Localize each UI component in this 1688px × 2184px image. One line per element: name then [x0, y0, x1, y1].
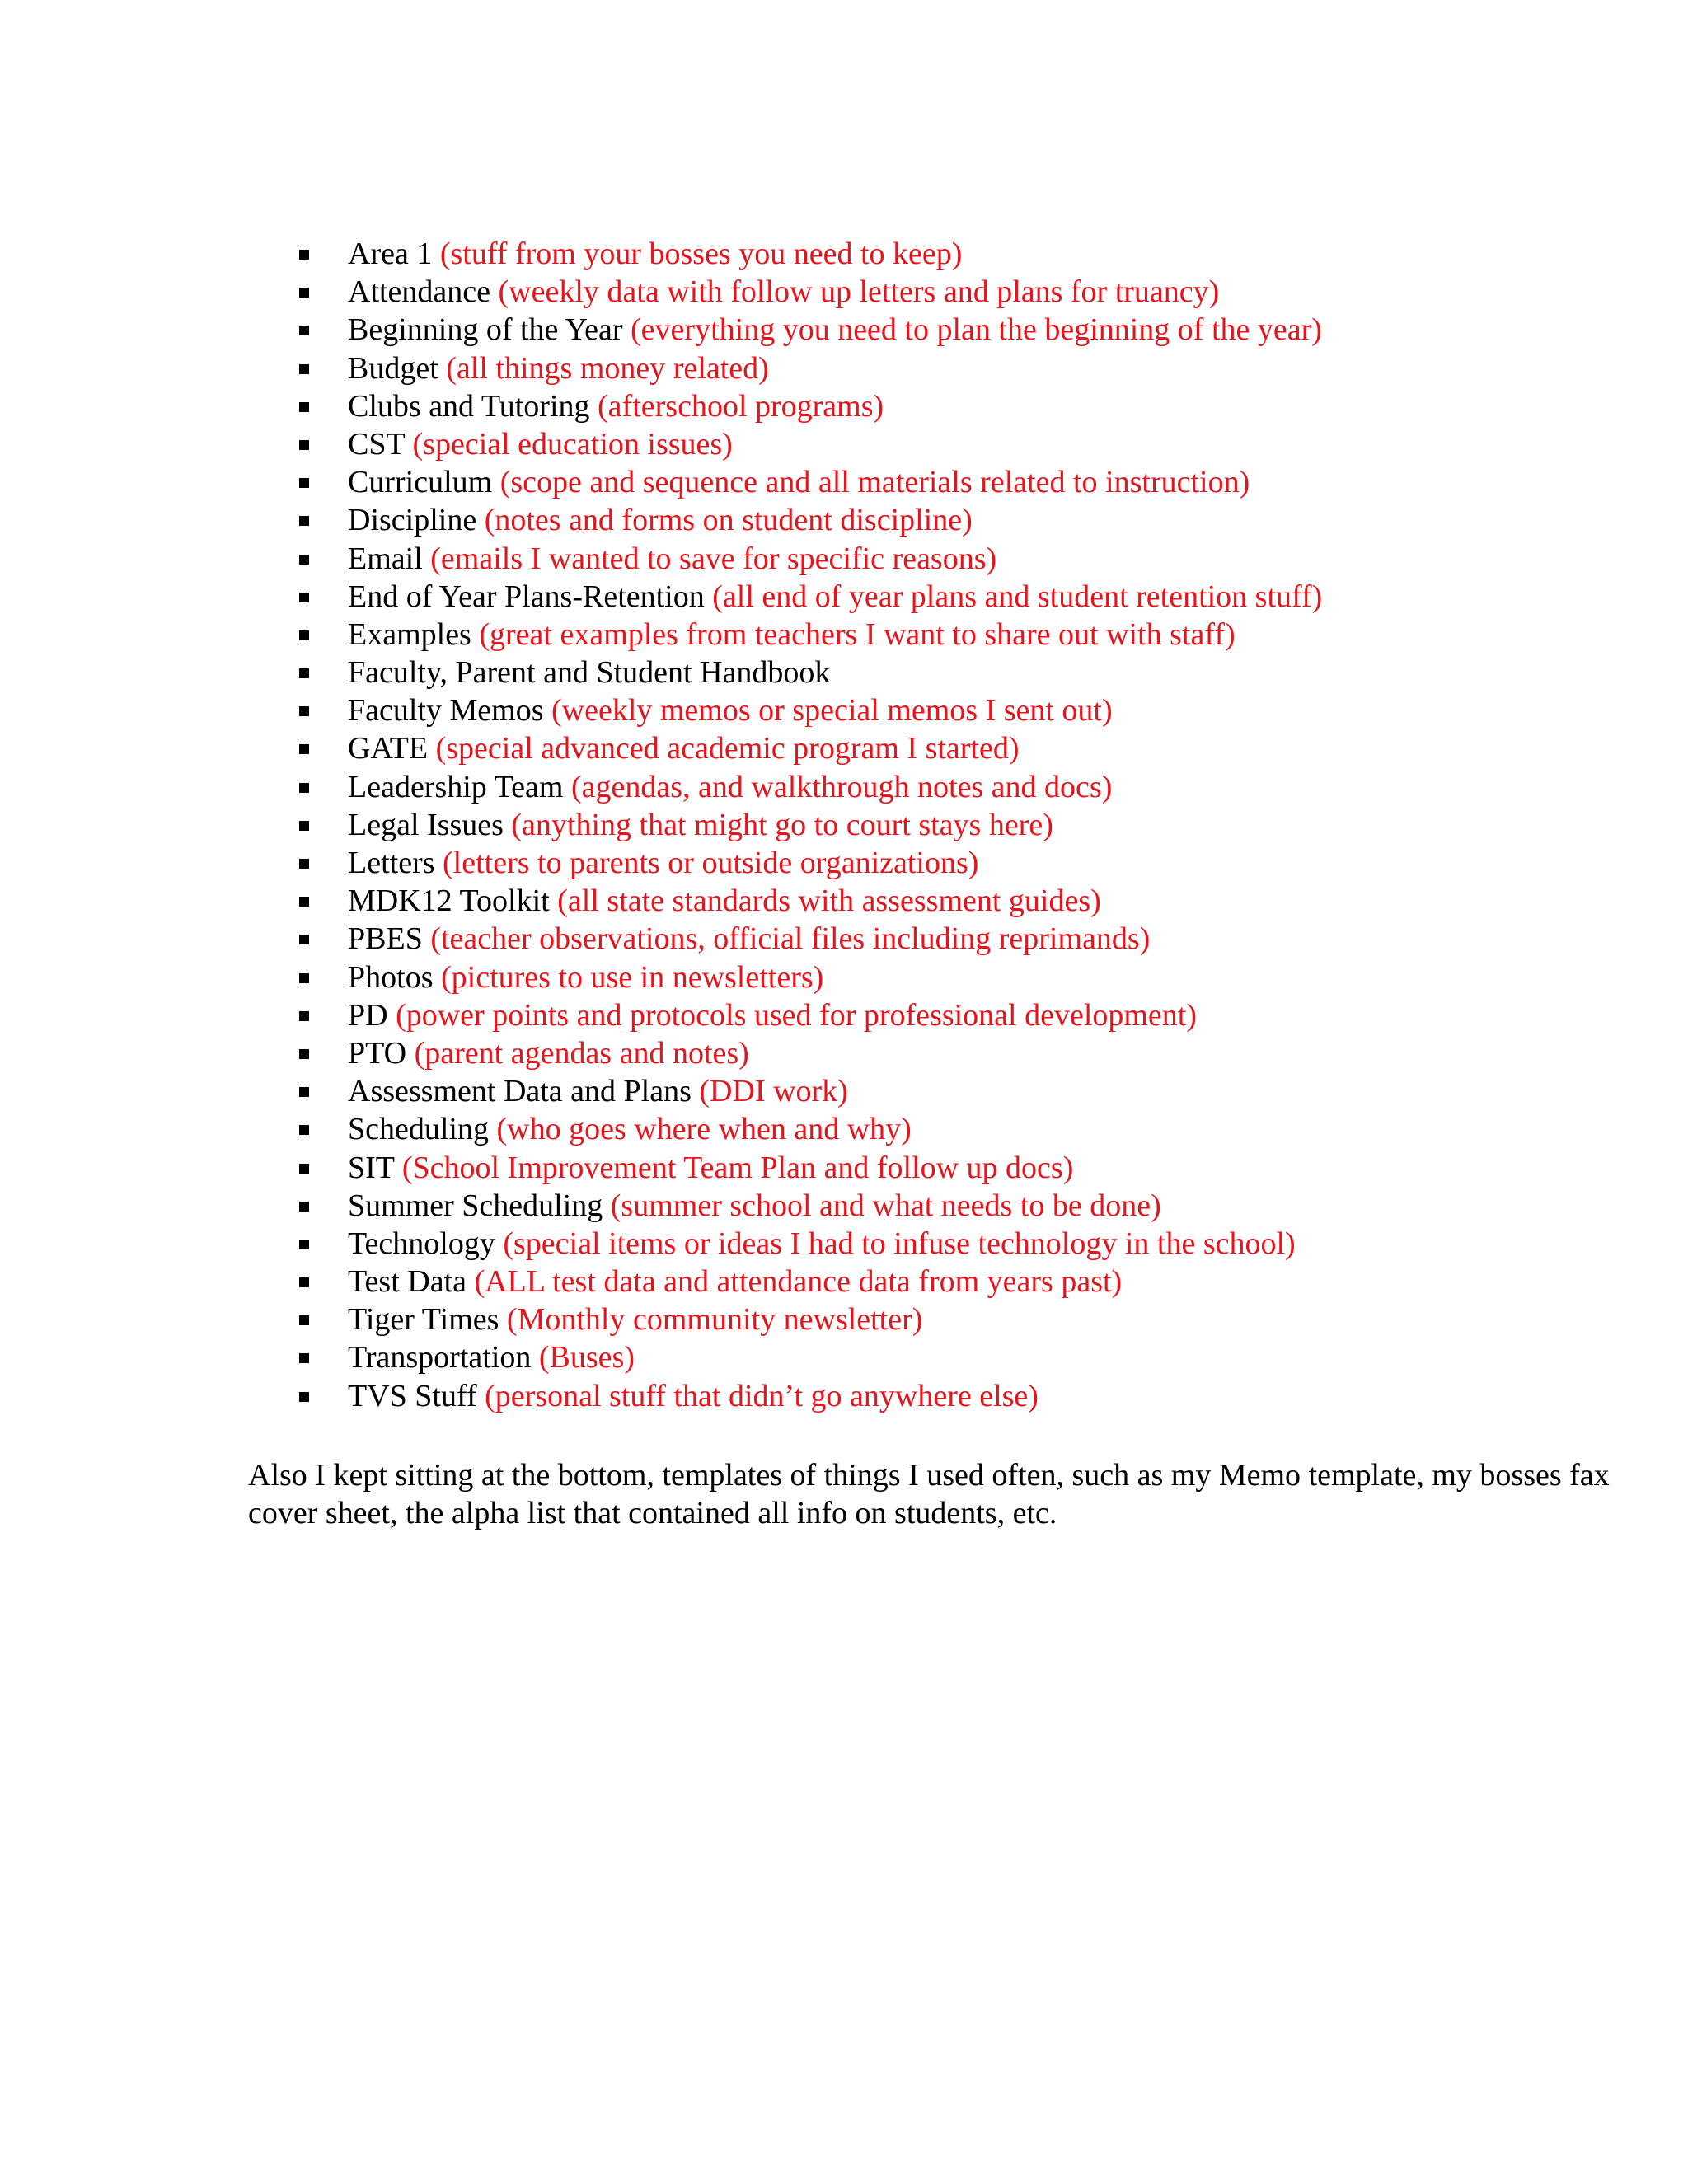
list-item [290, 729, 1650, 767]
list-item [290, 501, 1650, 539]
list-item-text [348, 996, 1197, 1034]
folder-name: Assessment Data and Plans [348, 1074, 692, 1109]
square-bullet-icon [299, 668, 309, 678]
square-bullet-icon [299, 288, 309, 298]
list-item [290, 996, 1650, 1034]
folder-name: Email [348, 541, 423, 576]
list-item-text [348, 768, 1112, 806]
list-item [290, 235, 1650, 273]
square-bullet-icon [299, 744, 309, 754]
folder-description: (everything you need to plan the beginning of the year) [631, 312, 1322, 348]
list-item-text [348, 1034, 749, 1072]
folder-name: Budget [348, 350, 438, 386]
list-item-text [348, 920, 1150, 958]
folder-description: (emails I wanted to save for specific reasons) [430, 541, 997, 576]
folder-description: (afterschool programs) [598, 388, 884, 424]
square-bullet-icon [299, 440, 309, 450]
list-item [290, 578, 1650, 616]
square-bullet-icon [299, 402, 309, 412]
square-bullet-icon [299, 1202, 309, 1212]
list-item-text [348, 1301, 922, 1338]
folder-description: (notes and forms on student discipline) [484, 503, 973, 538]
square-bullet-icon [299, 1087, 309, 1097]
folder-description: (summer school and what needs to be done) [610, 1188, 1161, 1223]
list-item-text [348, 806, 1053, 844]
folder-name: Tiger Times [348, 1302, 499, 1338]
folder-description: (agendas, and walkthrough notes and docs) [570, 769, 1113, 804]
folder-name: Transportation [348, 1340, 532, 1376]
folder-name: MDK12 Toolkit [348, 883, 550, 919]
list-item [290, 691, 1650, 729]
folder-description: (parent agendas and notes) [414, 1035, 749, 1071]
list-item [290, 540, 1650, 578]
folder-name: Photos [348, 959, 434, 995]
list-item [290, 1034, 1650, 1072]
folder-name: Scheduling [348, 1112, 489, 1147]
list-item-text [348, 501, 973, 539]
folder-name: Examples [348, 616, 471, 652]
square-bullet-icon [299, 630, 309, 640]
list-item-text [348, 691, 1113, 729]
square-bullet-icon [299, 1125, 309, 1135]
list-item [290, 387, 1650, 425]
square-bullet-icon [299, 1164, 309, 1174]
folder-name: Test Data [348, 1264, 467, 1300]
folder-name: PBES [348, 921, 423, 957]
folder-description: (stuff from your bosses you need to keep) [439, 237, 963, 271]
folder-description: (School Improvement Team Plan and follow up docs) [401, 1150, 1074, 1185]
list-item [290, 806, 1650, 844]
folder-name: Clubs and Tutoring [348, 388, 590, 424]
folder-name: GATE [348, 731, 429, 766]
list-item [290, 1338, 1650, 1376]
folder-name: Legal Issues [348, 807, 504, 842]
list-item [290, 349, 1650, 387]
square-bullet-icon [299, 516, 309, 526]
folder-name: CST [348, 426, 406, 462]
square-bullet-icon [299, 706, 309, 716]
list-item-text [348, 1072, 848, 1110]
square-bullet-icon [299, 821, 309, 831]
folder-description: (DDI work) [699, 1074, 848, 1109]
folder-description: (special items or ideas I had to infuse technology in the school) [503, 1226, 1296, 1261]
folder-name: PTO [348, 1035, 407, 1071]
square-bullet-icon [299, 593, 309, 602]
folder-description: (great examples from teachers I want to share out with staff) [479, 616, 1236, 652]
list-item-text [348, 349, 769, 387]
square-bullet-icon [299, 1277, 309, 1287]
list-item [290, 311, 1650, 349]
folder-name: Curriculum [348, 465, 493, 500]
folder-description: (weekly data with follow up letters and plans for truancy) [498, 274, 1220, 310]
list-item [290, 1377, 1650, 1415]
folder-description: (all state standards with assessment guides) [557, 883, 1101, 919]
folder-description: (ALL test data and attendance data from years past) [474, 1264, 1123, 1300]
folder-name: Faculty, Parent and Student Handbook [348, 655, 831, 691]
list-item [290, 1187, 1650, 1225]
folder-name: Attendance [348, 274, 491, 310]
folder-description: (pictures to use in newsletters) [440, 959, 824, 995]
folder-description: (personal stuff that didn’t go anywhere else) [485, 1378, 1039, 1413]
folder-description: (weekly memos or special memos I sent out) [551, 693, 1113, 729]
folder-description: (anything that might go to court stays here) [511, 807, 1053, 842]
list-item-text [348, 1263, 1122, 1301]
square-bullet-icon [299, 326, 309, 335]
square-bullet-icon [299, 1315, 309, 1325]
folder-description: (all things money related) [446, 350, 769, 386]
folder-name: Summer Scheduling [348, 1188, 603, 1223]
folder-name: Discipline [348, 503, 477, 538]
list-item-text [348, 958, 823, 996]
list-item [290, 1072, 1650, 1110]
list-item [290, 1263, 1650, 1301]
list-item [290, 768, 1650, 806]
list-item-text [348, 1377, 1039, 1415]
list-item-text [348, 387, 884, 425]
folder-name: TVS Stuff [348, 1378, 477, 1413]
list-item [290, 1110, 1650, 1148]
list-item-text [348, 1149, 1073, 1187]
list-item-text [348, 729, 1020, 767]
list-item-text [348, 463, 1250, 501]
list-item-text [348, 654, 830, 691]
list-item [290, 920, 1650, 958]
list-item-text [348, 235, 962, 273]
square-bullet-icon [299, 897, 309, 907]
list-item-text [348, 1187, 1161, 1225]
folder-name: Faculty Memos [348, 693, 544, 729]
list-item [290, 273, 1650, 311]
list-item-text [348, 616, 1236, 654]
square-bullet-icon [299, 250, 309, 260]
folder-description: (Buses) [538, 1340, 635, 1376]
square-bullet-icon [299, 1353, 309, 1363]
folder-description: (Monthly community newsletter) [506, 1302, 923, 1338]
list-item-text [348, 311, 1322, 349]
folder-name: Letters [348, 846, 435, 880]
folder-name: Leadership Team [348, 769, 564, 804]
list-item [290, 882, 1650, 920]
square-bullet-icon [299, 555, 309, 565]
square-bullet-icon [299, 783, 309, 793]
folder-description: (teacher observations, official files including reprimands) [430, 921, 1151, 957]
folder-name: SIT [348, 1150, 395, 1185]
list-item [290, 844, 1650, 882]
folder-name: Beginning of the Year [348, 312, 623, 348]
list-item [290, 425, 1650, 463]
folder-name: End of Year Plans-Retention [348, 579, 705, 614]
square-bullet-icon [299, 973, 309, 983]
closing-note: Also I kept sitting at the bottom, templates of things I used often, such as my Memo template, my bosses fax cover sheet, the alpha list that contained all info on students, etc. [248, 1458, 1610, 1530]
list-item [290, 654, 1650, 691]
folder-name: Technology [348, 1226, 495, 1261]
folder-name: PD [348, 997, 388, 1033]
square-bullet-icon [299, 1011, 309, 1021]
list-item-text [348, 844, 978, 882]
square-bullet-icon [299, 364, 309, 374]
square-bullet-icon [299, 1240, 309, 1249]
list-item-text [348, 1225, 1296, 1263]
folder-description: (special education issues) [412, 426, 733, 462]
list-item-text [348, 1338, 635, 1376]
list-item-text [348, 273, 1219, 311]
list-item [290, 1225, 1650, 1263]
list-item [290, 958, 1650, 996]
list-item-text [348, 425, 733, 463]
folder-name: Area 1 [348, 237, 433, 271]
square-bullet-icon [299, 935, 309, 944]
list-item [290, 1149, 1650, 1187]
folder-description: (power points and protocols used for professional development) [396, 997, 1198, 1033]
list-item-text [348, 540, 996, 578]
list-item [290, 1301, 1650, 1338]
square-bullet-icon [299, 1049, 309, 1059]
folder-description: (letters to parents or outside organizations) [443, 846, 979, 880]
folder-description: (special advanced academic program I started) [435, 731, 1020, 766]
list-item [290, 616, 1650, 654]
folder-description: (scope and sequence and all materials related to instruction) [499, 465, 1250, 500]
list-item-text [348, 578, 1322, 616]
list-item-text [348, 882, 1101, 920]
list-item [290, 463, 1650, 501]
folder-description: (all end of year plans and student retention stuff) [712, 579, 1323, 614]
square-bullet-icon [299, 478, 309, 488]
folder-description: (who goes where when and why) [496, 1112, 912, 1147]
square-bullet-icon [299, 859, 309, 869]
square-bullet-icon [299, 1392, 309, 1402]
list-item-text [348, 1110, 912, 1148]
folder-list [290, 235, 1650, 1415]
